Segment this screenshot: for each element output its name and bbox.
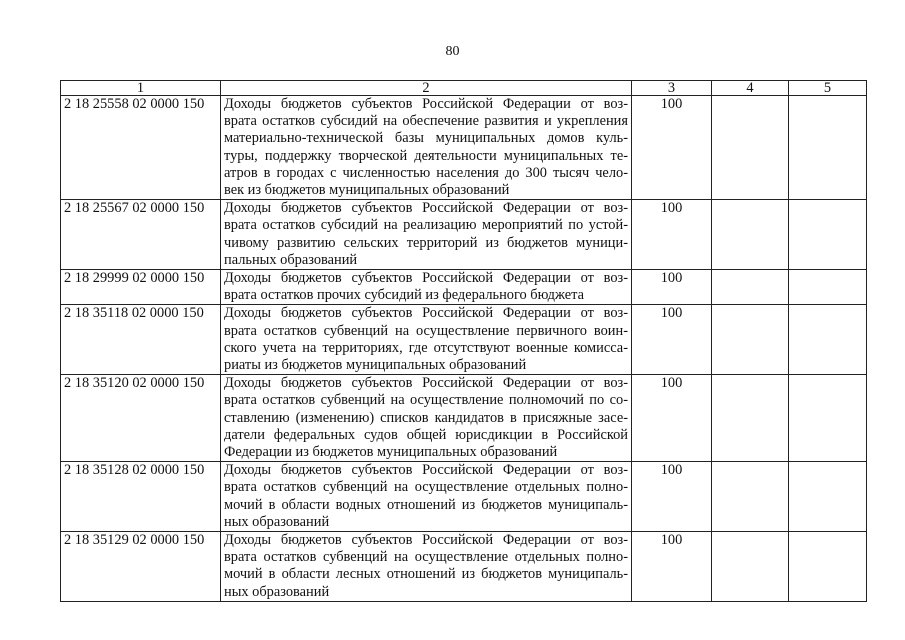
description-line: Доходы бюджетов субъектов Российской Федерации от воз- [224, 305, 628, 322]
value-cell-4 [712, 96, 789, 200]
value-cell-5 [789, 270, 867, 305]
description-cell [221, 462, 632, 532]
value-cell-5 [789, 375, 867, 462]
table-row [61, 375, 867, 462]
value-cell-3: 100 [632, 96, 712, 200]
value-cell-4 [712, 200, 789, 270]
budget-code-cell: 2 18 35129 02 0000 150 [61, 532, 221, 602]
description-line: врата остатков прочих субсидий из федерального бюджета [224, 287, 584, 304]
table-body [61, 96, 867, 602]
value-cell-3: 100 [632, 270, 712, 305]
description-line: Доходы бюджетов субъектов Российской Федерации от воз- [224, 96, 628, 112]
description-line: врата остатков субвенций на осуществление отдельных полно- [224, 549, 628, 566]
table-row [61, 305, 867, 375]
description-cell [221, 270, 632, 305]
description-line: Доходы бюджетов субъектов Российской Федерации от воз- [224, 375, 628, 392]
description-line: чивому развитию сельских территорий из бюджетов муници- [224, 234, 628, 251]
value-cell-5 [789, 305, 867, 375]
budget-code-cell: 2 18 25558 02 0000 150 [61, 96, 221, 200]
value-cell-3: 100 [632, 375, 712, 462]
budget-code-cell: 2 18 35118 02 0000 150 [61, 305, 221, 375]
description-cell [221, 96, 632, 200]
table-row [61, 96, 867, 200]
value-cell-3: 100 [632, 462, 712, 532]
description-line: врата остатков субвенций на осуществление первичного воин- [224, 322, 628, 339]
header-col-4: 4 [712, 81, 789, 96]
description-line: ставлению (изменению) списков кандидатов в присяжные засе- [224, 409, 628, 426]
budget-code-cell: 2 18 29999 02 0000 150 [61, 270, 221, 305]
description-cell [221, 305, 632, 375]
table-row [61, 462, 867, 532]
description-line: Доходы бюджетов субъектов Российской Федерации от воз- [224, 462, 628, 479]
budget-code-cell: 2 18 25567 02 0000 150 [61, 200, 221, 270]
value-cell-4 [712, 375, 789, 462]
description-line: Доходы бюджетов субъектов Российской Федерации от воз- [224, 200, 628, 217]
description-line: туры, поддержку творческой деятельности муниципальных те- [224, 147, 628, 164]
budget-code-cell: 2 18 35128 02 0000 150 [61, 462, 221, 532]
value-cell-4 [712, 305, 789, 375]
description-line: врата остатков субвенций на осуществление отдельных полно- [224, 479, 628, 496]
value-cell-5 [789, 462, 867, 532]
description-line: атров в городах с численностью населения до 300 тысяч чело- [224, 164, 628, 181]
budget-table [60, 80, 867, 602]
description-line: Доходы бюджетов субъектов Российской Федерации от воз- [224, 270, 628, 287]
description-line: век из бюджетов муниципальных образований [224, 182, 510, 199]
header-col-2: 2 [221, 81, 632, 96]
description-cell [221, 532, 632, 602]
value-cell-3: 100 [632, 305, 712, 375]
description-line: врата остатков субвенций на осуществление полномочий по со- [224, 392, 628, 409]
description-line: риаты из бюджетов муниципальных образований [224, 357, 527, 374]
table-row [61, 270, 867, 305]
page-number: 80 [445, 44, 460, 59]
description-line: ского учета на территориях, где отсутствуют военные комисса- [224, 339, 628, 356]
value-cell-3: 100 [632, 200, 712, 270]
description-line: пальных образований [224, 251, 358, 268]
description-line: Доходы бюджетов субъектов Российской Федерации от воз- [224, 532, 628, 549]
description-line: мочий в области лесных отношений из бюджетов муниципаль- [224, 566, 628, 583]
budget-code-cell: 2 18 35120 02 0000 150 [61, 375, 221, 462]
table-row [61, 200, 867, 270]
header-col-1: 1 [61, 81, 221, 96]
table-row [61, 532, 867, 602]
description-line: ных образований [224, 583, 330, 600]
value-cell-5 [789, 532, 867, 602]
description-line: Федерации из бюджетов муниципальных образований [224, 444, 558, 461]
description-cell [221, 375, 632, 462]
header-row [61, 81, 867, 96]
description-line: материально-технической базы муниципальных домов куль- [224, 130, 628, 147]
value-cell-5 [789, 96, 867, 200]
header-col-5: 5 [789, 81, 867, 96]
value-cell-5 [789, 200, 867, 270]
value-cell-3: 100 [632, 532, 712, 602]
description-cell [221, 200, 632, 270]
description-line: датели федеральных судов общей юрисдикции в Российской [224, 426, 628, 443]
header-col-3: 3 [632, 81, 712, 96]
description-line: ных образований [224, 513, 330, 530]
value-cell-4 [712, 532, 789, 602]
value-cell-4 [712, 270, 789, 305]
description-line: мочий в области водных отношений из бюджетов муниципаль- [224, 496, 628, 513]
description-line: врата остатков субсидий на обеспечение развития и укрепления [224, 113, 628, 130]
value-cell-4 [712, 462, 789, 532]
description-line: врата остатков субсидий на реализацию мероприятий по устой- [224, 217, 628, 234]
